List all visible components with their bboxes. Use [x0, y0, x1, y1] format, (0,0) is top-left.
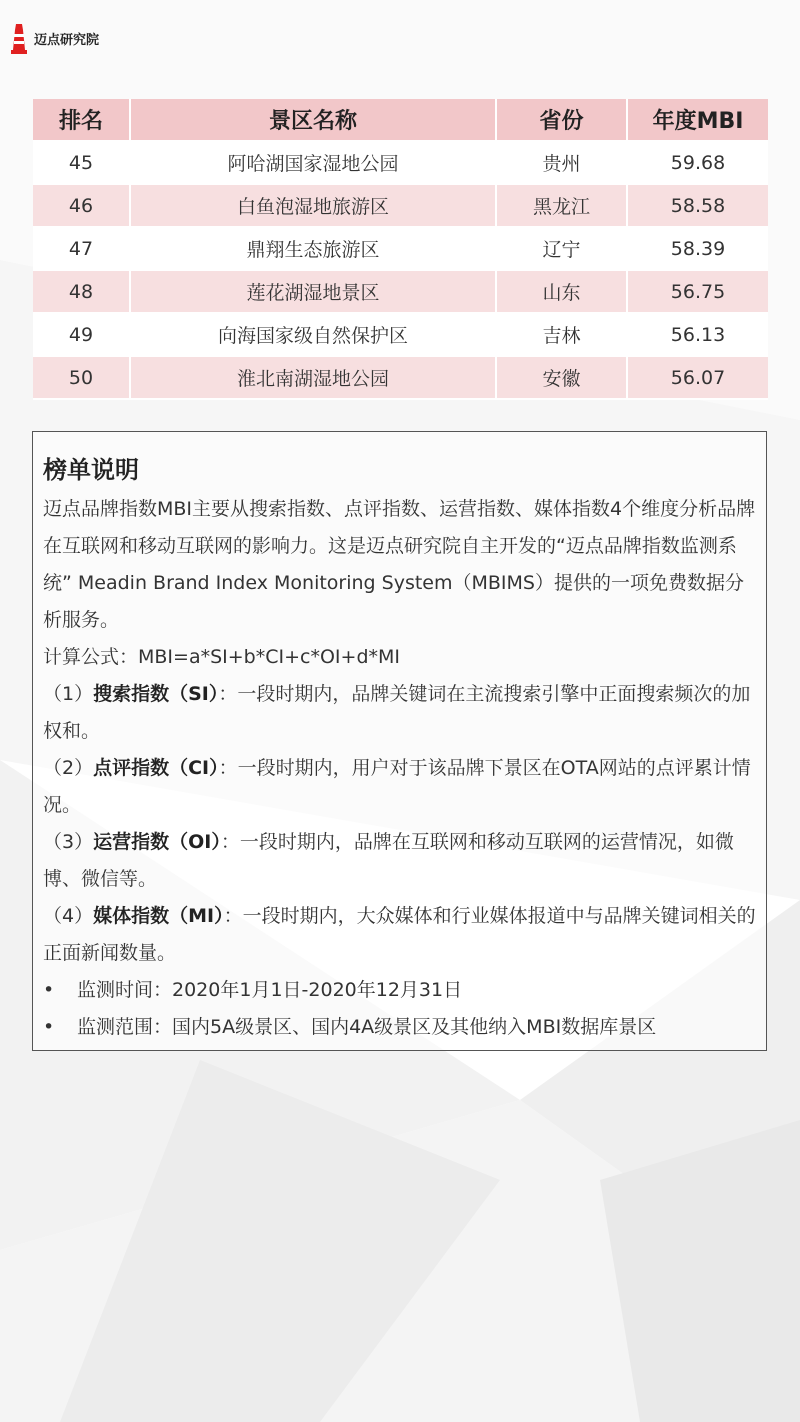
cell-name: 莲花湖湿地景区	[131, 271, 497, 314]
table-header-row	[33, 99, 768, 142]
cell-province: 安徽	[497, 357, 628, 400]
cell-mbi: 56.13	[628, 314, 768, 357]
table-row	[33, 142, 768, 185]
item-term: 搜索指数（SI）	[93, 683, 219, 705]
bullet-monitoring-time	[43, 972, 756, 1009]
notes-title: 榜单说明	[43, 456, 139, 484]
header-mbi: 年度MBI	[628, 99, 768, 142]
notes-item	[43, 898, 756, 972]
notes-item	[43, 824, 756, 898]
cell-name: 白鱼泡湿地旅游区	[131, 185, 497, 228]
header-scenic-name: 景区名称	[131, 99, 497, 142]
cell-name: 鼎翔生态旅游区	[131, 228, 497, 271]
cell-rank: 47	[33, 228, 131, 271]
cell-mbi: 58.58	[628, 185, 768, 228]
cell-rank: 50	[33, 357, 131, 400]
cell-province: 黑龙江	[497, 185, 628, 228]
table-row	[33, 314, 768, 357]
item-number: （4）	[43, 905, 94, 927]
item-number: （3）	[43, 831, 94, 853]
bullet-dot: •	[43, 979, 55, 1001]
item-term: 媒体指数（MI）	[93, 905, 224, 927]
notes-item	[43, 676, 756, 750]
logo-name: 迈点研究院	[34, 32, 100, 48]
bullet-monitoring-scope	[43, 1009, 756, 1046]
cell-name: 向海国家级自然保护区	[131, 314, 497, 357]
bullet-text: 监测范围：国内5A级景区、国内4A级景区及其他纳入MBI数据库景区	[77, 1016, 657, 1038]
item-term: 点评指数（CI）	[93, 757, 219, 779]
cell-rank: 46	[33, 185, 131, 228]
lighthouse-icon	[8, 20, 30, 56]
table-row	[33, 185, 768, 228]
cell-province: 辽宁	[497, 228, 628, 271]
header-rank: 排名	[33, 99, 131, 142]
notes-box	[32, 431, 767, 1051]
cell-rank: 49	[33, 314, 131, 357]
item-desc: ：一段时期内，品牌在互联网和移动互联网的运营情况，如微博、微信等。	[43, 831, 734, 890]
item-number: （2）	[43, 757, 94, 779]
cell-mbi: 59.68	[628, 142, 768, 185]
bullet-text: 监测时间：2020年1月1日-2020年12月31日	[77, 979, 463, 1001]
item-desc: ：一段时期内，用户对于该品牌下景区在OTA网站的点评累计情况。	[43, 757, 751, 816]
ranking-table	[33, 99, 768, 400]
table-row	[33, 357, 768, 400]
cell-name: 淮北南湖湿地公园	[131, 357, 497, 400]
cell-name: 阿哈湖国家湿地公园	[131, 142, 497, 185]
table-row	[33, 228, 768, 271]
item-number: （1）	[43, 683, 94, 705]
notes-formula: 计算公式：MBI=a*SI+b*CI+c*OI+d*MI	[43, 646, 401, 668]
table-row	[33, 271, 768, 314]
cell-rank: 48	[33, 271, 131, 314]
item-term: 运营指数（OI）	[93, 831, 221, 853]
cell-mbi: 56.07	[628, 357, 768, 400]
cell-mbi: 56.75	[628, 271, 768, 314]
notes-item	[43, 750, 756, 824]
cell-province: 吉林	[497, 314, 628, 357]
item-desc: ：一段时期内，大众媒体和行业媒体报道中与品牌关键词相关的正面新闻数量。	[43, 905, 756, 964]
cell-province: 贵州	[497, 142, 628, 185]
header-province: 省份	[497, 99, 628, 142]
cell-province: 山东	[497, 271, 628, 314]
cell-rank: 45	[33, 142, 131, 185]
brand-logo	[8, 18, 99, 58]
cell-mbi: 58.39	[628, 228, 768, 271]
item-desc: ：一段时期内，品牌关键词在主流搜索引擎中正面搜索频次的加权和。	[43, 683, 751, 742]
bullet-dot: •	[43, 1016, 55, 1038]
notes-intro: 迈点品牌指数MBI主要从搜索指数、点评指数、运营指数、媒体指数4个维度分析品牌在互联网和移动互联网的影响力。这是迈点研究院自主开发的“迈点品牌指数监测系统” Meadin Brand Index Monitoring System（MBIMS）提供的一项免费数据分析服务。	[43, 498, 756, 631]
